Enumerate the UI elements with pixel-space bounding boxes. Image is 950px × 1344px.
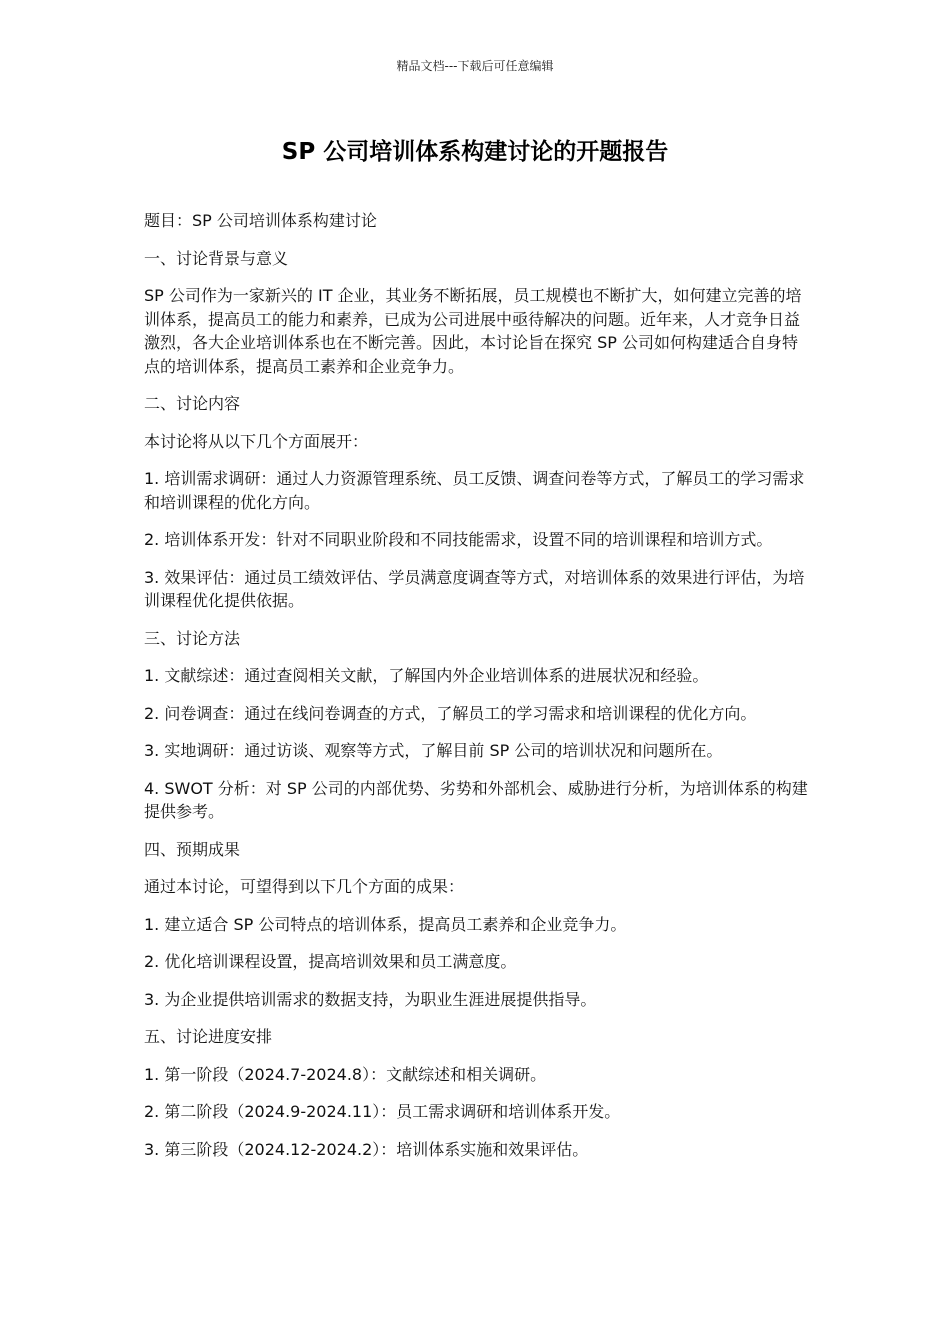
topic-line: 题目：SP 公司培训体系构建讨论 [144,211,377,230]
method-item: 2. 问卷调查：通过在线问卷调查的方式，了解员工的学习需求和培训课程的优化方向。 [144,703,757,723]
schedule-item: 2. 第二阶段（2024.9-2024.11）：员工需求调研和培训体系开发。 [144,1102,621,1121]
background-paragraph: SP 公司作为一家新兴的 IT 企业，其业务不断拓展，员工规模也不断扩大，如何建立完善的培训体系，提高员工的能力和素养，已成为公司进展中亟待解决的问题。近年来，人才竞争日益激烈，各大企业培训体系也在不断完善。因此，本讨论旨在探究 SP 公司如何构建适合自身特点的培训体系，提高员工素养和企业竞争力。 [144,286,802,376]
section-heading-content: 二、讨论内容 [144,394,241,413]
section-heading-methods: 三、讨论方法 [144,628,241,648]
schedule-item: 1. 第一阶段（2024.7-2024.8）：文献综述和相关调研。 [144,1064,547,1084]
section-heading-outcomes: 四、预期成果 [144,839,241,859]
document-body [144,209,810,1175]
method-item: 1. 文献综述：通过查阅相关文献，了解国内外企业培训体系的进展状况和经验。 [144,666,709,685]
content-item: 2. 培训体系开发：针对不同职业阶段和不同技能需求，设置不同的培训课程和培训方式。 [144,530,773,549]
outcome-item: 2. 优化培训课程设置，提高培训效果和员工满意度。 [144,952,517,971]
outcome-item: 3. 为企业提供培训需求的数据支持，为职业生涯进展提供指导。 [144,989,597,1009]
section-heading-schedule: 五、讨论进度安排 [144,1027,273,1046]
content-intro: 本讨论将从以下几个方面展开： [144,431,369,451]
schedule-item: 3. 第三阶段（2024.12-2024.2）：培训体系实施和效果评估。 [144,1139,589,1159]
section-heading-background: 一、讨论背景与意义 [144,248,289,268]
content-item: 3. 效果评估：通过员工绩效评估、学员满意度调查等方式，对培训体系的效果进行评估，为培训课程优化提供依据。 [144,567,805,610]
header-note: 精品文档---下载后可任意编辑 [396,59,554,73]
document-title: SP 公司培训体系构建讨论的开题报告 [281,139,669,165]
method-item: 3. 实地调研：通过访谈、观察等方式，了解目前 SP 公司的培训状况和问题所在。 [144,741,723,760]
outcomes-intro: 通过本讨论，可望得到以下几个方面的成果： [144,877,465,896]
outcome-item: 1. 建立适合 SP 公司特点的培训体系，提高员工素养和企业竞争力。 [144,914,627,934]
content-item: 1. 培训需求调研：通过人力资源管理系统、员工反馈、调查问卷等方式，了解员工的学习需求和培训课程的优化方向。 [144,469,805,512]
method-item: 4. SWOT 分析：对 SP 公司的内部优势、劣势和外部机会、威胁进行分析，为培训体系的构建提供参考。 [144,778,808,821]
